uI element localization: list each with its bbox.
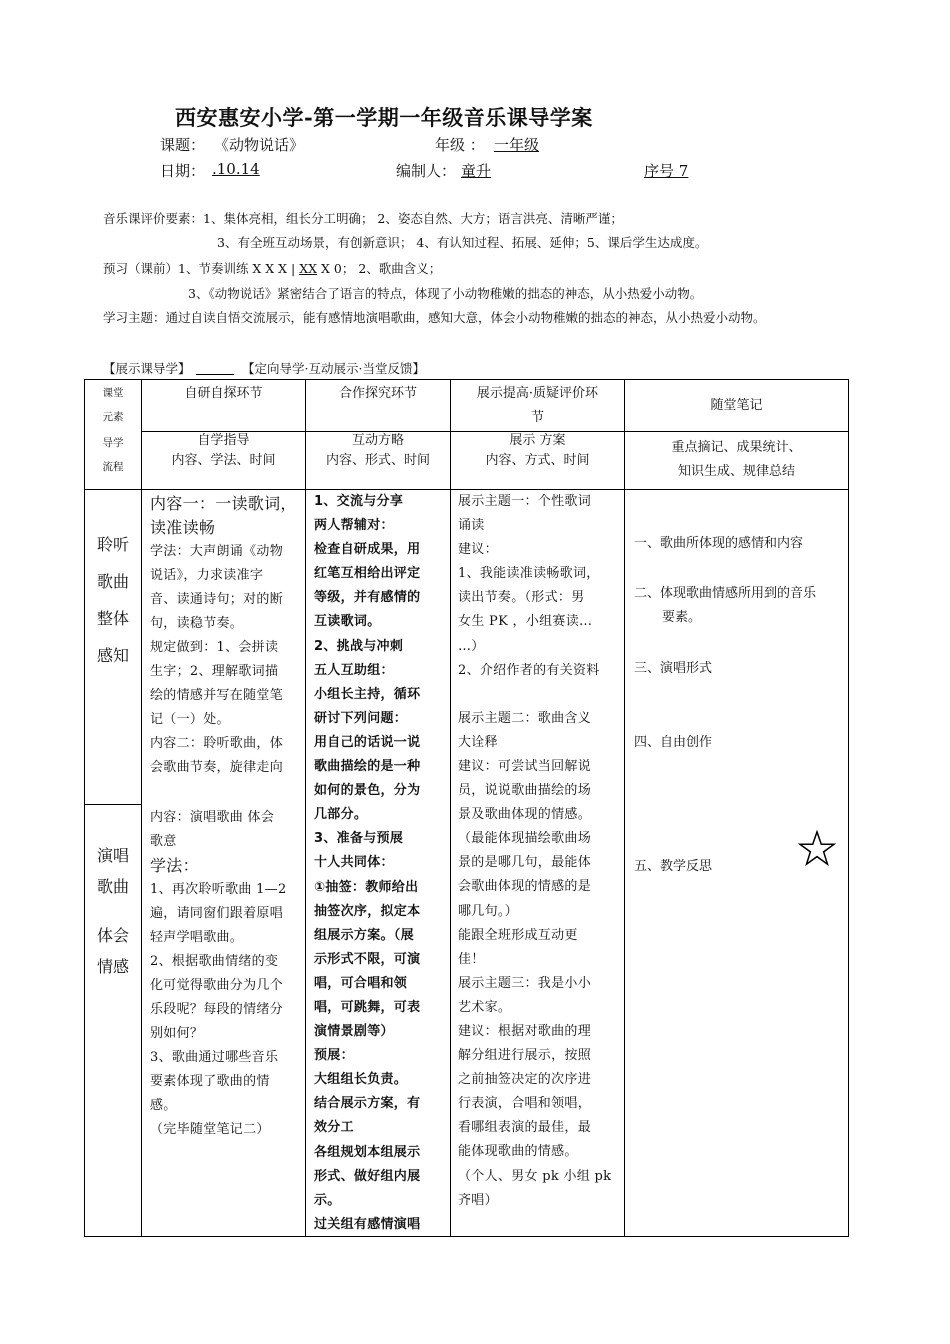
text-line: 示形式不限，可演 <box>314 951 421 967</box>
text-line: 内容二：聆听歌曲，体 <box>150 736 284 751</box>
table-border-bottom <box>84 1236 849 1237</box>
text-line: 遍，请同窗们跟着原唱 <box>150 906 284 921</box>
text-line: 小组长主持，循环 <box>314 686 421 702</box>
text-line: 歌曲描绘的是一种 <box>314 759 421 775</box>
header-key-notes: 重点摘记、成果统计、 <box>671 440 802 455</box>
header-cooperation: 合作探究环节 <box>338 386 417 401</box>
text-line: 学法： <box>150 856 199 875</box>
author-label: 编制人： <box>396 162 457 180</box>
text-line: 艺术家。 <box>458 999 512 1015</box>
text-line: 诵读 <box>458 518 485 534</box>
text-line: 唱，可跳舞，可表 <box>314 999 421 1015</box>
text-line: 解分组进行展示，按照 <box>458 1048 592 1064</box>
serial-number: 序号 7 <box>644 162 689 180</box>
column-divider-2 <box>305 379 306 1237</box>
text-line: 大诠释 <box>458 734 498 750</box>
text-line: 等级，并有感情的 <box>314 590 421 606</box>
corner-text-1: 课堂 <box>102 387 124 399</box>
text-line: 建议：根据对歌曲的理 <box>458 1023 592 1039</box>
row-head-listen <box>85 526 141 674</box>
text-line: 能跟全班形成互动更 <box>458 927 578 943</box>
text-line: 预展： <box>314 1048 354 1064</box>
preview-line <box>103 259 441 277</box>
text-line: 歌意 <box>150 834 177 849</box>
cooperation-strategy <box>314 490 420 1237</box>
row-head-sing-spacer <box>85 902 141 920</box>
text-line: 佳！ <box>458 951 485 967</box>
text-line: 展示主题二：歌曲含义 <box>458 710 592 726</box>
text-line: 组展示方案。（展 <box>314 927 414 943</box>
text-line: 各组规划本组展示 <box>314 1144 421 1160</box>
author-value: 童升 <box>461 162 492 180</box>
row-head-sing-3: 体会 <box>96 926 129 945</box>
section-label-guide: 【定向导学·互动展示·当堂反馈】 <box>242 361 425 376</box>
evaluation-line-2: 3、有全班互动场景，有创新意识； 4、有认知过程、拓展、延伸；5、课后学生达成度。 <box>217 235 708 250</box>
text-line: 哪几句。） <box>458 903 519 919</box>
text-line: 会歌曲节奏，旋律走向 <box>150 760 284 775</box>
grade-label: 年级 ： <box>435 136 485 154</box>
evaluation-line-1: 音乐课评价要素：1、集体亮相，组长分工明确； 2、姿态自然、大方；语言洪亮、清晰严谨； <box>103 211 623 226</box>
text-line: 2、挑战与冲刺 <box>314 638 404 654</box>
text-line: 规定做到：1、会拼读 <box>150 640 279 655</box>
text-line: 建议： <box>458 542 498 558</box>
text-line: 要素体现了歌曲的情 <box>150 1074 270 1089</box>
table-border-left <box>84 379 85 1237</box>
text-line <box>458 683 611 707</box>
corner-text-3: 导学 <box>102 437 124 449</box>
header-guidance-sub: 内容、学法、时间 <box>171 453 276 468</box>
text-line: 研讨下列问题： <box>314 710 408 726</box>
text-line: 3、歌曲通过哪些音乐 <box>150 1050 279 1065</box>
text-line: 检查自研成果，用 <box>314 542 421 558</box>
text-line: 别如何？ <box>150 1026 204 1041</box>
text-line: 乐段呢？每段的情绪分 <box>150 1002 284 1017</box>
text-line: 化可觉得歌曲分为几个 <box>150 978 284 993</box>
text-line: 展示主题三：我是小小 <box>458 975 592 991</box>
text-line: 齐唱） <box>458 1192 498 1208</box>
self-study-content-2 <box>150 806 287 1142</box>
text-line: 展示主题一：个性歌词 <box>458 494 592 509</box>
header-self-study: 自研自探环节 <box>184 386 263 401</box>
header-plan: 展示 方案 <box>509 433 566 448</box>
row-divider <box>84 804 141 805</box>
column-divider-4 <box>624 379 625 1237</box>
text-line: 过关组有感情演唱 <box>314 1216 421 1232</box>
date-value: .10.14 <box>212 160 260 178</box>
text-line: 音、读通诗句；对的断 <box>150 592 284 607</box>
text-line: 五人互助组： <box>314 662 394 678</box>
note-item-2-cont: 要素。 <box>662 610 702 625</box>
header-strategy-sub: 内容、形式、时间 <box>325 453 430 468</box>
text-line: 十人共同体： <box>314 855 394 871</box>
preview-prefix: 预习（课前）1、节奏训练 X X X | <box>103 261 296 276</box>
table-border-right <box>848 379 849 1237</box>
header-strategy: 互动方略 <box>351 433 404 448</box>
corner-text-2: 元素 <box>102 411 124 423</box>
text-line: 大组组长负责。 <box>314 1072 408 1088</box>
text-line: 之前抽签决定的次序进 <box>458 1072 592 1088</box>
note-item-1: 一、歌曲所体现的感情和内容 <box>634 536 804 551</box>
row-head-sing-2: 歌曲 <box>96 877 129 896</box>
header-plan-sub: 内容、方式、时间 <box>485 453 590 468</box>
text-line: 行表演，合唱和领唱， <box>458 1096 592 1112</box>
text-line: 景的是哪几句，最能体 <box>458 855 592 871</box>
section-underline <box>196 374 234 375</box>
row-head-listen-4: 感知 <box>96 646 129 665</box>
header-display: 展示提高·质疑评价环 <box>476 386 599 401</box>
text-line: 效分工 <box>314 1120 354 1136</box>
row-head-listen-2: 歌曲 <box>96 572 129 591</box>
text-line: 员，说说歌曲描绘的场 <box>458 783 592 799</box>
star-outline-icon <box>798 830 836 868</box>
row-head-listen-1: 聆听 <box>96 535 129 554</box>
header-notes: 随堂笔记 <box>710 398 763 413</box>
text-line: 2、根据歌曲情绪的变 <box>150 954 279 969</box>
text-line: 1、我能读准读畅歌词， <box>458 566 600 582</box>
text-line: 会歌曲体现的情感的是 <box>458 879 592 895</box>
text-line: 绘的情感并写在随堂笔 <box>150 688 284 703</box>
text-line: 学法：大声朗诵《动物 <box>150 544 284 559</box>
note-item-5: 五、教学反思 <box>634 859 713 874</box>
text-line: 句，读稳节奏。 <box>150 616 244 631</box>
text-line: 读出节奏。（形式：男 <box>458 590 585 606</box>
text-line: 说话》，力求读准字 <box>150 568 264 583</box>
column-divider-3 <box>450 379 451 1237</box>
text-line: 轻声学唱歌曲。 <box>150 930 244 945</box>
text-line: 记（一）处。 <box>150 712 230 727</box>
section-label-display: 【展示课导学】 <box>103 361 191 376</box>
text-line: 用自己的话说一说 <box>314 734 421 750</box>
note-item-3: 三、演唱形式 <box>634 661 713 676</box>
text-line: 建议：可尝试当回解说 <box>458 758 592 774</box>
text-line: 演情景剧等） <box>314 1024 394 1040</box>
text-line: 内容：演唱歌曲 体会 <box>150 810 275 825</box>
text-line: 互读歌词。 <box>314 614 381 630</box>
page-title: 西安惠安小学-第一学期一年级音乐课导学案 <box>175 105 593 130</box>
text-line: （个人、男女 pk 小组 pk <box>458 1168 612 1184</box>
row-head-sing-4: 情感 <box>96 957 129 976</box>
text-line: （最能体现描绘歌曲场 <box>458 831 592 847</box>
text-line: 能体现歌曲的情感。 <box>458 1144 578 1160</box>
text-line: 红笔互相给出评定 <box>314 566 421 582</box>
corner-text-4: 流程 <box>102 461 124 473</box>
text-line: 抽签次序，拟定本 <box>314 903 421 919</box>
text-line: 2、介绍作者的有关资料 <box>458 662 600 678</box>
text-line: （完毕随堂笔记二） <box>150 1122 270 1137</box>
text-line: 如何的景色，分为 <box>314 783 421 799</box>
self-study-content-1 <box>150 492 297 780</box>
text-line: 3、准备与预展 <box>314 831 404 847</box>
header-guidance: 自学指导 <box>197 433 250 448</box>
header-key-notes-sub: 知识生成、规律总结 <box>677 464 795 479</box>
learning-theme: 学习主题：通过自读自悟交流展示，能有感情地演唱歌曲，感知大意，体会小动物稚嫩的拙态的神态，从小热爱小动物。 <box>103 310 766 325</box>
text-line: 内容一：一读歌词， <box>150 494 297 513</box>
text-line: 唱，可合唱和领 <box>314 975 408 991</box>
text-line: 看哪组表演的最佳，最 <box>458 1120 592 1136</box>
preview-rhythm: XX <box>299 261 318 276</box>
text-line: 生字；2、理解歌词描 <box>150 664 279 679</box>
evaluation-line-4: 3、《动物说话》紧密结合了语言的特点，体现了小动物稚嫩的拙态的神态，从小热爱小动物。 <box>188 286 703 301</box>
text-line: 读准读畅 <box>150 518 216 537</box>
display-plan <box>458 490 611 1213</box>
row-head-sing-1: 演唱 <box>96 846 129 865</box>
preview-suffix: X 0； 2、歌曲含义； <box>321 261 442 276</box>
text-line: 景及歌曲体现的情感。 <box>458 807 592 823</box>
note-item-2: 二、体现歌曲情感所用到的音乐 <box>634 586 817 601</box>
topic-label: 课题： <box>160 136 206 154</box>
note-item-4: 四、自由创作 <box>634 735 713 750</box>
text-line: 两人帮辅对： <box>314 518 394 534</box>
date-label: 日期： <box>160 162 206 180</box>
grade-value: 一年级 <box>494 136 540 154</box>
text-line: 几部分。 <box>314 807 368 823</box>
text-line: 形式、做好组内展 <box>314 1168 421 1184</box>
topic-value: 《动物说话》 <box>214 136 305 154</box>
text-line: 1、交流与分享 <box>314 494 404 509</box>
text-line: 示。 <box>314 1192 341 1208</box>
text-line: 女生 PK ，小组赛读… <box>458 614 593 630</box>
header-display-cont: 节 <box>530 410 544 425</box>
table-border-top <box>84 379 849 380</box>
row-head-listen-3: 整体 <box>96 609 129 628</box>
text-line: …） <box>458 638 485 654</box>
column-divider-1 <box>141 379 142 1237</box>
row-head-sing <box>85 840 141 982</box>
text-line: ①抽签：教师给出 <box>314 879 419 895</box>
text-line: 1、再次聆听歌曲 1—2 <box>150 882 287 897</box>
text-line: 结合展示方案，有 <box>314 1096 421 1112</box>
text-line: 感。 <box>150 1098 177 1113</box>
